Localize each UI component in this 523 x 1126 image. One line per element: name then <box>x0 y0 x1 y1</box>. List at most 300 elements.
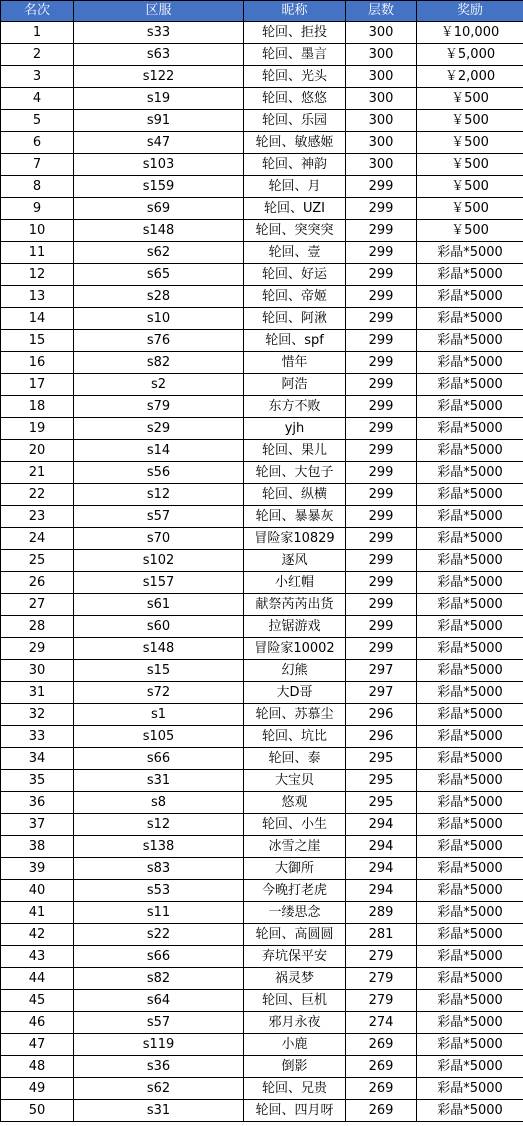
rank-cell: 25 <box>1 550 74 572</box>
reward-cell: 彩晶*5000 <box>417 374 523 396</box>
server-cell: s148 <box>74 220 244 242</box>
table-row <box>1 1100 523 1122</box>
nickname-cell: 拉锯游戏 <box>244 616 346 638</box>
nickname-cell: 轮回、苏慕尘 <box>244 704 346 726</box>
floors-cell: 296 <box>346 726 417 748</box>
nickname-cell: 轮回、高圆圆 <box>244 924 346 946</box>
server-cell: s72 <box>74 682 244 704</box>
reward-cell: 彩晶*5000 <box>417 594 523 616</box>
nickname-cell: 轮回、大包子 <box>244 462 346 484</box>
floors-cell: 279 <box>346 990 417 1012</box>
nickname-cell: 轮回、坑比 <box>244 726 346 748</box>
floors-cell: 300 <box>346 110 417 132</box>
reward-cell: 彩晶*5000 <box>417 682 523 704</box>
table-row <box>1 198 523 220</box>
table-row <box>1 704 523 726</box>
nickname-cell: 小红帽 <box>244 572 346 594</box>
reward-cell: 彩晶*5000 <box>417 352 523 374</box>
nickname-cell: 轮回、UZI <box>244 198 346 220</box>
nickname-cell: 轮回、帝姬 <box>244 286 346 308</box>
server-cell: s91 <box>74 110 244 132</box>
server-cell: s56 <box>74 462 244 484</box>
floors-cell: 295 <box>346 792 417 814</box>
nickname-cell: 小鹿 <box>244 1034 346 1056</box>
floors-cell: 295 <box>346 770 417 792</box>
reward-cell: 彩晶*5000 <box>417 1056 523 1078</box>
rank-cell: 36 <box>1 792 74 814</box>
table-header-row <box>1 1 523 22</box>
server-cell: s119 <box>74 1034 244 1056</box>
rank-cell: 5 <box>1 110 74 132</box>
rank-cell: 10 <box>1 220 74 242</box>
reward-cell: 彩晶*5000 <box>417 396 523 418</box>
nickname-cell: 轮回、拒投 <box>244 22 346 44</box>
server-cell: s29 <box>74 418 244 440</box>
table-row <box>1 330 523 352</box>
rank-cell: 8 <box>1 176 74 198</box>
floors-cell: 294 <box>346 858 417 880</box>
rank-cell: 23 <box>1 506 74 528</box>
rank-cell: 28 <box>1 616 74 638</box>
rank-cell: 2 <box>1 44 74 66</box>
rank-cell: 32 <box>1 704 74 726</box>
reward-cell: 彩晶*5000 <box>417 286 523 308</box>
reward-cell: 彩晶*5000 <box>417 902 523 924</box>
floors-cell: 269 <box>346 1034 417 1056</box>
nickname-cell: 轮回、月 <box>244 176 346 198</box>
server-cell: s62 <box>74 1078 244 1100</box>
table-row <box>1 682 523 704</box>
floors-cell: 279 <box>346 946 417 968</box>
table-row <box>1 462 523 484</box>
table-row <box>1 286 523 308</box>
floors-cell: 299 <box>346 484 417 506</box>
server-cell: s31 <box>74 1100 244 1122</box>
table-row <box>1 748 523 770</box>
table-row <box>1 924 523 946</box>
server-cell: s82 <box>74 352 244 374</box>
rank-cell: 31 <box>1 682 74 704</box>
rank-cell: 33 <box>1 726 74 748</box>
nickname-cell: 轮回、壹 <box>244 242 346 264</box>
floors-cell: 299 <box>346 440 417 462</box>
table-row <box>1 594 523 616</box>
table-row <box>1 968 523 990</box>
server-cell: s28 <box>74 286 244 308</box>
server-cell: s70 <box>74 528 244 550</box>
table-row <box>1 1056 523 1078</box>
rank-cell: 30 <box>1 660 74 682</box>
table-body <box>1 22 523 1122</box>
reward-cell: 彩晶*5000 <box>417 1034 523 1056</box>
floors-cell: 299 <box>346 264 417 286</box>
reward-cell: 彩晶*5000 <box>417 264 523 286</box>
table-row <box>1 836 523 858</box>
floors-cell: 299 <box>346 462 417 484</box>
table-row <box>1 858 523 880</box>
reward-cell: ￥500 <box>417 132 523 154</box>
nickname-cell: 冒险家10829 <box>244 528 346 550</box>
table-row <box>1 440 523 462</box>
nickname-cell: 轮回、光头 <box>244 66 346 88</box>
nickname-cell: 大宝贝 <box>244 770 346 792</box>
floors-cell: 274 <box>346 1012 417 1034</box>
table-row <box>1 418 523 440</box>
server-cell: s103 <box>74 154 244 176</box>
rank-cell: 14 <box>1 308 74 330</box>
rank-cell: 15 <box>1 330 74 352</box>
rank-cell: 21 <box>1 462 74 484</box>
server-cell: s157 <box>74 572 244 594</box>
rank-cell: 46 <box>1 1012 74 1034</box>
server-cell: s69 <box>74 198 244 220</box>
table-row <box>1 308 523 330</box>
rank-cell: 19 <box>1 418 74 440</box>
rank-cell: 42 <box>1 924 74 946</box>
reward-cell: 彩晶*5000 <box>417 858 523 880</box>
server-cell: s36 <box>74 1056 244 1078</box>
reward-cell: ￥500 <box>417 176 523 198</box>
floors-cell: 296 <box>346 704 417 726</box>
nickname-cell: 幻熊 <box>244 660 346 682</box>
floors-cell: 289 <box>346 902 417 924</box>
reward-cell: 彩晶*5000 <box>417 748 523 770</box>
rank-cell: 49 <box>1 1078 74 1100</box>
floors-cell: 294 <box>346 836 417 858</box>
nickname-cell: yjh <box>244 418 346 440</box>
table-row <box>1 1012 523 1034</box>
floors-cell: 294 <box>346 880 417 902</box>
nickname-cell: 轮回、spf <box>244 330 346 352</box>
server-cell: s15 <box>74 660 244 682</box>
floors-cell: 269 <box>346 1078 417 1100</box>
table-row <box>1 242 523 264</box>
rank-cell: 9 <box>1 198 74 220</box>
server-cell: s148 <box>74 638 244 660</box>
table-row <box>1 132 523 154</box>
rank-cell: 17 <box>1 374 74 396</box>
floors-cell: 299 <box>346 330 417 352</box>
reward-cell: 彩晶*5000 <box>417 770 523 792</box>
nickname-cell: 弃坑保平安 <box>244 946 346 968</box>
table-row <box>1 374 523 396</box>
floors-cell: 269 <box>346 1056 417 1078</box>
reward-cell: 彩晶*5000 <box>417 638 523 660</box>
server-cell: s12 <box>74 484 244 506</box>
reward-cell: ￥5,000 <box>417 44 523 66</box>
table-row <box>1 880 523 902</box>
floors-cell: 299 <box>346 242 417 264</box>
table-row <box>1 220 523 242</box>
reward-cell: 彩晶*5000 <box>417 836 523 858</box>
rank-cell: 12 <box>1 264 74 286</box>
rank-cell: 41 <box>1 902 74 924</box>
reward-cell: 彩晶*5000 <box>417 462 523 484</box>
floors-cell: 299 <box>346 286 417 308</box>
floors-cell: 279 <box>346 968 417 990</box>
rank-cell: 44 <box>1 968 74 990</box>
table-row <box>1 66 523 88</box>
nickname-cell: 惜年 <box>244 352 346 374</box>
rank-cell: 34 <box>1 748 74 770</box>
rank-cell: 26 <box>1 572 74 594</box>
server-cell: s2 <box>74 374 244 396</box>
server-cell: s10 <box>74 308 244 330</box>
floors-cell: 299 <box>346 396 417 418</box>
rank-cell: 7 <box>1 154 74 176</box>
floors-cell: 299 <box>346 198 417 220</box>
floors-cell: 299 <box>346 616 417 638</box>
floors-cell: 299 <box>346 572 417 594</box>
nickname-cell: 轮回、纵横 <box>244 484 346 506</box>
reward-cell: 彩晶*5000 <box>417 616 523 638</box>
nickname-cell: 轮回、墨言 <box>244 44 346 66</box>
server-cell: s61 <box>74 594 244 616</box>
nickname-cell: 东方不败 <box>244 396 346 418</box>
floors-cell: 300 <box>346 22 417 44</box>
header-nickname: 昵称 <box>244 1 346 22</box>
reward-cell: ￥500 <box>417 88 523 110</box>
floors-cell: 300 <box>346 154 417 176</box>
reward-cell: 彩晶*5000 <box>417 990 523 1012</box>
reward-cell: 彩晶*5000 <box>417 330 523 352</box>
server-cell: s1 <box>74 704 244 726</box>
floors-cell: 299 <box>346 352 417 374</box>
floors-cell: 299 <box>346 506 417 528</box>
rank-cell: 35 <box>1 770 74 792</box>
reward-cell: 彩晶*5000 <box>417 946 523 968</box>
reward-cell: 彩晶*5000 <box>417 572 523 594</box>
reward-cell: 彩晶*5000 <box>417 792 523 814</box>
rank-cell: 47 <box>1 1034 74 1056</box>
reward-cell: ￥500 <box>417 198 523 220</box>
server-cell: s63 <box>74 44 244 66</box>
server-cell: s53 <box>74 880 244 902</box>
rank-cell: 38 <box>1 836 74 858</box>
reward-cell: ￥500 <box>417 154 523 176</box>
nickname-cell: 大D哥 <box>244 682 346 704</box>
nickname-cell: 轮回、悠悠 <box>244 88 346 110</box>
server-cell: s159 <box>74 176 244 198</box>
server-cell: s122 <box>74 66 244 88</box>
nickname-cell: 轮回、好运 <box>244 264 346 286</box>
server-cell: s57 <box>74 506 244 528</box>
header-rank: 名次 <box>1 1 74 22</box>
floors-cell: 299 <box>346 418 417 440</box>
reward-cell: ￥500 <box>417 220 523 242</box>
table-row <box>1 396 523 418</box>
reward-cell: 彩晶*5000 <box>417 308 523 330</box>
table-row <box>1 726 523 748</box>
nickname-cell: 轮回、暴暴灰 <box>244 506 346 528</box>
table-row <box>1 660 523 682</box>
nickname-cell: 轮回、敏感姬 <box>244 132 346 154</box>
nickname-cell: 今晚打老虎 <box>244 880 346 902</box>
rank-cell: 13 <box>1 286 74 308</box>
floors-cell: 299 <box>346 550 417 572</box>
rank-cell: 45 <box>1 990 74 1012</box>
nickname-cell: 冒险家10002 <box>244 638 346 660</box>
nickname-cell: 倒影 <box>244 1056 346 1078</box>
reward-cell: 彩晶*5000 <box>417 880 523 902</box>
table-row <box>1 792 523 814</box>
reward-cell: ￥500 <box>417 110 523 132</box>
reward-cell: 彩晶*5000 <box>417 924 523 946</box>
floors-cell: 299 <box>346 594 417 616</box>
table-row <box>1 616 523 638</box>
server-cell: s83 <box>74 858 244 880</box>
server-cell: s8 <box>74 792 244 814</box>
rank-cell: 1 <box>1 22 74 44</box>
nickname-cell: 轮回、兄贵 <box>244 1078 346 1100</box>
table-row <box>1 352 523 374</box>
table-row <box>1 550 523 572</box>
nickname-cell: 轮回、乐园 <box>244 110 346 132</box>
reward-cell: 彩晶*5000 <box>417 968 523 990</box>
server-cell: s79 <box>74 396 244 418</box>
server-cell: s47 <box>74 132 244 154</box>
reward-cell: 彩晶*5000 <box>417 726 523 748</box>
table-row <box>1 902 523 924</box>
reward-cell: 彩晶*5000 <box>417 1100 523 1122</box>
floors-cell: 281 <box>346 924 417 946</box>
table-row <box>1 946 523 968</box>
reward-cell: 彩晶*5000 <box>417 660 523 682</box>
nickname-cell: 轮回、巨机 <box>244 990 346 1012</box>
rank-cell: 18 <box>1 396 74 418</box>
reward-cell: 彩晶*5000 <box>417 418 523 440</box>
server-cell: s22 <box>74 924 244 946</box>
reward-cell: 彩晶*5000 <box>417 1078 523 1100</box>
rank-cell: 50 <box>1 1100 74 1122</box>
server-cell: s66 <box>74 946 244 968</box>
table-row <box>1 264 523 286</box>
server-cell: s62 <box>74 242 244 264</box>
floors-cell: 299 <box>346 220 417 242</box>
floors-cell: 297 <box>346 660 417 682</box>
server-cell: s64 <box>74 990 244 1012</box>
nickname-cell: 冰雪之崖 <box>244 836 346 858</box>
rank-cell: 37 <box>1 814 74 836</box>
reward-cell: ￥10,000 <box>417 22 523 44</box>
nickname-cell: 大御所 <box>244 858 346 880</box>
floors-cell: 300 <box>346 66 417 88</box>
reward-cell: 彩晶*5000 <box>417 506 523 528</box>
table-row <box>1 1034 523 1056</box>
server-cell: s11 <box>74 902 244 924</box>
floors-cell: 299 <box>346 528 417 550</box>
reward-cell: 彩晶*5000 <box>417 704 523 726</box>
reward-cell: 彩晶*5000 <box>417 550 523 572</box>
rank-cell: 48 <box>1 1056 74 1078</box>
server-cell: s102 <box>74 550 244 572</box>
table-row <box>1 44 523 66</box>
server-cell: s33 <box>74 22 244 44</box>
rank-cell: 3 <box>1 66 74 88</box>
table-row <box>1 176 523 198</box>
rank-cell: 29 <box>1 638 74 660</box>
rank-cell: 40 <box>1 880 74 902</box>
rank-cell: 20 <box>1 440 74 462</box>
server-cell: s82 <box>74 968 244 990</box>
header-server: 区服 <box>74 1 244 22</box>
floors-cell: 299 <box>346 638 417 660</box>
floors-cell: 299 <box>346 374 417 396</box>
server-cell: s138 <box>74 836 244 858</box>
reward-cell: 彩晶*5000 <box>417 242 523 264</box>
reward-cell: 彩晶*5000 <box>417 528 523 550</box>
reward-cell: ￥2,000 <box>417 66 523 88</box>
rank-cell: 22 <box>1 484 74 506</box>
nickname-cell: 祸灵梦 <box>244 968 346 990</box>
nickname-cell: 轮回、突突突 <box>244 220 346 242</box>
table-row <box>1 572 523 594</box>
server-cell: s60 <box>74 616 244 638</box>
server-cell: s66 <box>74 748 244 770</box>
nickname-cell: 阿浩 <box>244 374 346 396</box>
nickname-cell: 轮回、阿湫 <box>244 308 346 330</box>
rank-cell: 39 <box>1 858 74 880</box>
rank-cell: 24 <box>1 528 74 550</box>
table-row <box>1 1078 523 1100</box>
nickname-cell: 轮回、泰 <box>244 748 346 770</box>
table-row <box>1 638 523 660</box>
server-cell: s31 <box>74 770 244 792</box>
floors-cell: 300 <box>346 44 417 66</box>
table-row <box>1 88 523 110</box>
table-row <box>1 484 523 506</box>
header-reward: 奖励 <box>417 1 523 22</box>
table-row <box>1 990 523 1012</box>
floors-cell: 269 <box>346 1100 417 1122</box>
server-cell: s19 <box>74 88 244 110</box>
nickname-cell: 一缕思念 <box>244 902 346 924</box>
nickname-cell: 轮回、四月呀 <box>244 1100 346 1122</box>
server-cell: s76 <box>74 330 244 352</box>
table-row <box>1 770 523 792</box>
server-cell: s65 <box>74 264 244 286</box>
nickname-cell: 逐风 <box>244 550 346 572</box>
reward-cell: 彩晶*5000 <box>417 814 523 836</box>
nickname-cell: 献祭芮芮出货 <box>244 594 346 616</box>
floors-cell: 300 <box>346 132 417 154</box>
table-row <box>1 22 523 44</box>
floors-cell: 300 <box>346 88 417 110</box>
reward-cell: 彩晶*5000 <box>417 1012 523 1034</box>
reward-cell: 彩晶*5000 <box>417 484 523 506</box>
floors-cell: 295 <box>346 748 417 770</box>
floors-cell: 294 <box>346 814 417 836</box>
rank-cell: 16 <box>1 352 74 374</box>
server-cell: s105 <box>74 726 244 748</box>
rank-cell: 6 <box>1 132 74 154</box>
reward-cell: 彩晶*5000 <box>417 440 523 462</box>
rank-cell: 4 <box>1 88 74 110</box>
floors-cell: 299 <box>346 176 417 198</box>
rank-cell: 27 <box>1 594 74 616</box>
nickname-cell: 轮回、神韵 <box>244 154 346 176</box>
floors-cell: 299 <box>346 308 417 330</box>
nickname-cell: 邪月永夜 <box>244 1012 346 1034</box>
table-row <box>1 528 523 550</box>
floors-cell: 297 <box>346 682 417 704</box>
server-cell: s57 <box>74 1012 244 1034</box>
nickname-cell: 轮回、小生 <box>244 814 346 836</box>
table-row <box>1 154 523 176</box>
table-row <box>1 506 523 528</box>
nickname-cell: 悠观 <box>244 792 346 814</box>
rank-cell: 11 <box>1 242 74 264</box>
